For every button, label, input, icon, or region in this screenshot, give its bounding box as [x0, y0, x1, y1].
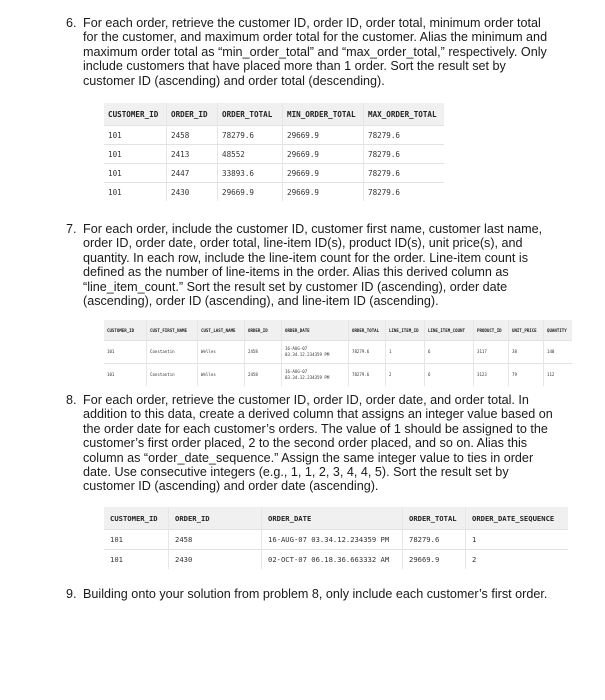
column-header: MIN_ORDER_TOTAL	[283, 103, 364, 126]
question-text: For each order, retrieve the customer ID, order ID, order total, minimum order total for the customer, and maximum order total for the customer. Alias the minimum and maximum order total as “min_order_total” and “max_order_total,” respectively. Only include customers that have placed more than 1 order. Sort the result set by customer ID (ascending) and order total (descending).	[83, 16, 548, 88]
question-number: 7.	[66, 222, 77, 236]
question-7	[66, 222, 558, 309]
table-cell: 101	[104, 164, 167, 183]
table-cell: 6	[425, 341, 474, 364]
result-table-q7	[104, 320, 572, 386]
table-cell: 2413	[167, 145, 218, 164]
column-header: UNIT_PRICE	[509, 320, 544, 341]
column-header: CUST_LAST_NAME	[198, 320, 245, 341]
table-cell: 2430	[169, 550, 262, 570]
question-text: Building onto your solution from problem 8, only include each customer’s first order.	[83, 587, 548, 601]
column-header: ORDER_TOTAL	[218, 103, 283, 126]
table-cell: 29669.9	[218, 183, 283, 202]
table-cell: 2458	[245, 364, 282, 387]
table-cell: Welles	[198, 364, 245, 387]
table-cell: 101	[104, 530, 169, 550]
table-cell: 3123	[474, 364, 509, 387]
table-cell: 1	[466, 530, 569, 550]
question-9	[66, 587, 558, 601]
table-cell: Welles	[198, 341, 245, 364]
table-cell: 29669.9	[403, 550, 466, 570]
table-cell: 78279.6	[364, 126, 445, 145]
table-cell: Constantin	[147, 364, 198, 387]
column-header: CUSTOMER_ID	[108, 109, 159, 119]
table-header-row	[104, 507, 568, 530]
question-number: 8.	[66, 393, 77, 407]
column-header: ORDER_ID	[167, 103, 218, 126]
table-cell: 78279.6	[364, 145, 445, 164]
table-cell: 38	[509, 341, 544, 364]
table-row	[104, 364, 572, 387]
table-cell: 112	[544, 364, 573, 387]
table-cell: 2430	[167, 183, 218, 202]
table-cell: 101	[104, 341, 147, 364]
table-cell: 140	[544, 341, 573, 364]
table-cell: 2458	[245, 341, 282, 364]
result-table-q6	[104, 103, 444, 201]
table-cell: 78279.6	[349, 364, 386, 387]
table-cell: 101	[104, 145, 167, 164]
table-row	[104, 530, 568, 550]
table-cell: Constantin	[147, 341, 198, 364]
table-row	[104, 341, 572, 364]
table-cell: 101	[104, 550, 169, 570]
table-row	[104, 145, 444, 164]
table-cell: 101	[104, 183, 167, 202]
table-header-row	[104, 320, 572, 341]
question-number: 6.	[66, 16, 77, 30]
table-cell: 78279.6	[349, 341, 386, 364]
table-cell: 16-AUG-07 03.34.12.234359 PM	[282, 341, 349, 364]
question-text: For each order, include the customer ID, customer first name, customer last name, order ID, order date, order total, line-item ID(s), product ID(s), unit price(s), and quantity. In each row, include the line-item count for the order. Line-item count is defined as the number of line-items in the order. Alias this derived column as “line_item_count.” Sort the result set by customer ID (ascending), order date (ascending), order ID (ascending), and line-item ID (ascending).	[83, 222, 543, 309]
result-table-q8	[104, 507, 568, 569]
table-cell: 2447	[167, 164, 218, 183]
question-6	[66, 16, 558, 88]
column-header: LINE_ITEM_ID	[386, 320, 425, 341]
table-cell: 02-OCT-07 06.18.36.663332 AM	[262, 550, 403, 570]
table-cell: 79	[509, 364, 544, 387]
table-cell: 101	[104, 364, 147, 387]
column-header: LINE_ITEM_COUNT	[425, 320, 474, 341]
column-header: CUST_FIRST_NAME	[147, 320, 198, 341]
table-cell: 29669.9	[283, 145, 364, 164]
table-cell: 29669.9	[283, 164, 364, 183]
column-header: ORDER_TOTAL	[349, 320, 386, 341]
table-cell: 29669.9	[283, 126, 364, 145]
question-number: 9.	[66, 587, 77, 601]
table-cell: 78279.6	[364, 164, 445, 183]
table-cell: 2	[466, 550, 569, 570]
column-header: ORDER_DATE_SEQUENCE	[466, 507, 569, 530]
column-header: QUANTITY	[544, 320, 573, 341]
table-cell: 78279.6	[403, 530, 466, 550]
column-header: PRODUCT_ID	[474, 320, 509, 341]
table-cell: 16-AUG-07 03.34.12.234359 PM	[262, 530, 403, 550]
table-row	[104, 183, 444, 202]
table-cell: 16-AUG-07 03.34.12.234359 PM	[282, 364, 349, 387]
table-cell: 29669.9	[283, 183, 364, 202]
table-cell: 2	[386, 364, 425, 387]
column-header: CUSTOMER_ID	[110, 513, 158, 523]
table-row	[104, 164, 444, 183]
column-header: ORDER_ID	[245, 320, 282, 341]
question-8	[66, 393, 558, 494]
column-header: ORDER_DATE	[282, 320, 349, 341]
column-header: ORDER_ID	[169, 507, 262, 530]
table-cell: 78279.6	[364, 183, 445, 202]
table-cell: 6	[425, 364, 474, 387]
column-header: ORDER_DATE	[262, 507, 403, 530]
table-cell: 3117	[474, 341, 509, 364]
table-cell: 101	[104, 126, 167, 145]
table-cell: 1	[386, 341, 425, 364]
table-row	[104, 550, 568, 570]
table-cell: 78279.6	[218, 126, 283, 145]
column-header: MAX_ORDER_TOTAL	[364, 103, 445, 126]
table-header-row	[104, 103, 444, 126]
table-cell: 33893.6	[218, 164, 283, 183]
column-header: CUSTOMER_ID	[107, 327, 135, 333]
column-header: ORDER_TOTAL	[403, 507, 466, 530]
table-row	[104, 126, 444, 145]
table-cell: 48552	[218, 145, 283, 164]
question-text: For each order, retrieve the customer ID, order ID, order date, and order total. In addition to this data, create a derived column that assigns an integer value based on the order date for each customer’s orders. The value of 1 should be assigned to the customer’s first order placed, 2 to the second order placed, and so on. Alias this column as “order_date_sequence.” Assign the same integer value to ties in order date. Use consecutive integers (e.g., 1, 1, 2, 3, 4, 4, 5). Sort the result set by customer ID (ascending) and order date (ascending).	[83, 393, 553, 494]
table-cell: 2458	[167, 126, 218, 145]
table-cell: 2458	[169, 530, 262, 550]
